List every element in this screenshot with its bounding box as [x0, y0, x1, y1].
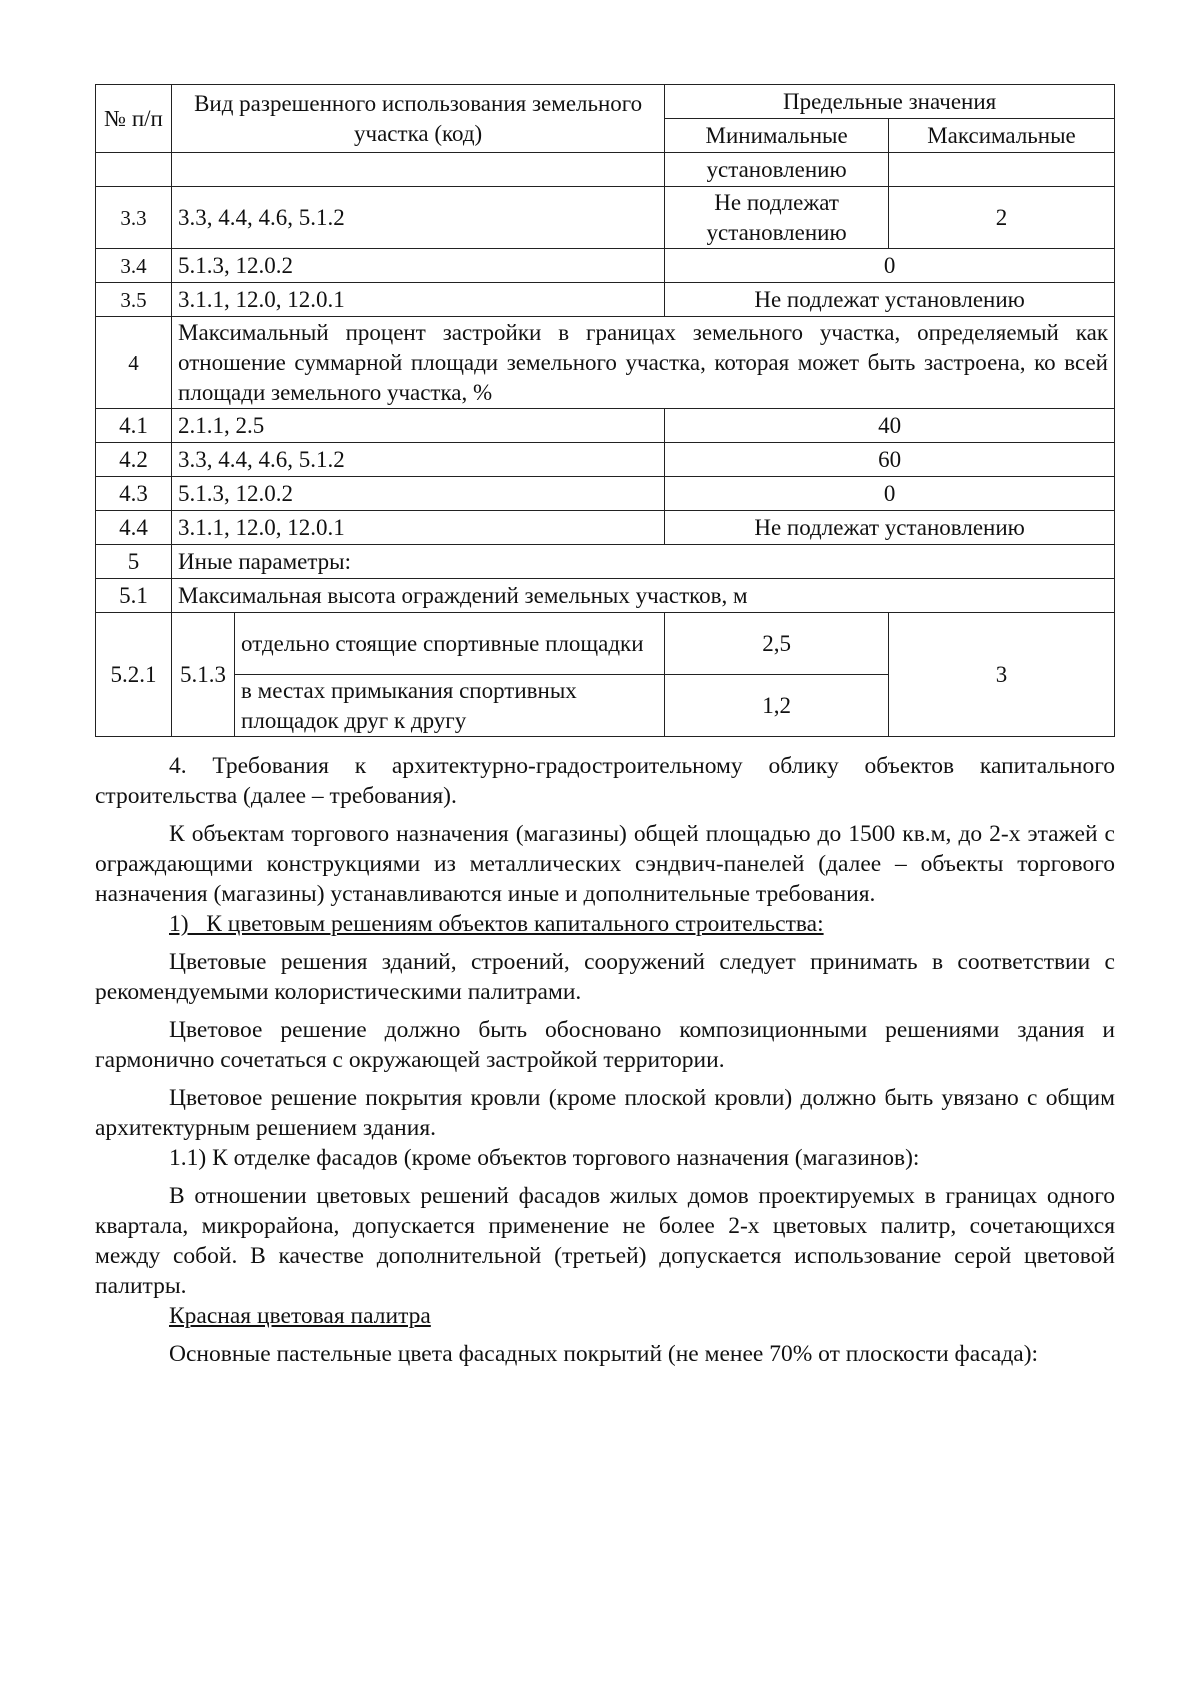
body-text: [95, 751, 1115, 1369]
cell-codes: 3.3, 4.4, 4.6, 5.1.2: [172, 187, 665, 249]
paragraph: 4. Требования к архитектурно-градостроительному облику объектов капитального строительства (далее – требования).: [95, 753, 1115, 809]
cell-codes: 3.1.1, 12.0, 12.0.1: [172, 511, 665, 545]
paragraph: [95, 909, 1115, 939]
paragraph: Цветовое решение покрытия кровли (кроме плоской кровли) должно быть увязано с общим архитектурным решением здания.: [95, 1085, 1115, 1141]
cell-codes: 3.1.1, 12.0, 12.0.1: [172, 283, 665, 317]
cell-value: Не подлежат установлению: [665, 511, 1115, 545]
table-row: [96, 477, 1115, 511]
cell-num: 4.1: [96, 409, 172, 443]
cell-text: Максимальный процент застройки в границах земельного участка, определяемый как отношение суммарной площади земельного участка, которая может быть застроена, ко всей площади земельного участка, %: [172, 317, 1115, 409]
cell-value: 0: [665, 477, 1115, 511]
cell-min: 1,2: [665, 675, 889, 737]
parameters-table: [95, 84, 1115, 737]
cell-value: Не подлежат установлению: [665, 283, 1115, 317]
table-row: [96, 545, 1115, 579]
cell-codes: 5.1.3, 12.0.2: [172, 249, 665, 283]
table-row: [96, 443, 1115, 477]
paragraph: Цветовые решения зданий, строений, сооружений следует принимать в соответствии с рекомендуемыми колористическими палитрами.: [95, 949, 1115, 1005]
table-row: [96, 409, 1115, 443]
table-row: [96, 579, 1115, 613]
cell-text: в местах примыкания спортивных площадок друг к другу: [235, 675, 665, 737]
cell-min: 2,5: [665, 613, 889, 675]
cell-num: 3.3: [96, 187, 172, 249]
cell-min: установлению: [665, 153, 889, 187]
header-max: Максимальные: [889, 119, 1115, 153]
cell-text: отдельно стоящие спортивные площадки: [235, 613, 665, 675]
cell-value: 40: [665, 409, 1115, 443]
header-limits: Предельные значения: [665, 85, 1115, 119]
cell-text: Иные параметры:: [172, 545, 1115, 579]
header-num: № п/п: [96, 85, 172, 153]
cell-num: 5.1: [96, 579, 172, 613]
cell-num: 4.3: [96, 477, 172, 511]
table-row: [96, 153, 1115, 187]
table-row: [96, 249, 1115, 283]
table-row: [96, 283, 1115, 317]
cell-value: 0: [665, 249, 1115, 283]
table-row: [96, 613, 1115, 675]
cell-min: Не подлежат установлению: [665, 187, 889, 249]
paragraph: К объектам торгового назначения (магазины) общей площадью до 1500 кв.м, до 2-х этажей с ограждающими конструкциями из металлических сэндвич-панелей (далее – объекты торгового назначения (магазины) устанавливаются иные и дополнительные требования.: [95, 821, 1115, 907]
cell-text: Максимальная высота ограждений земельных участков, м: [172, 579, 1115, 613]
cell-max: 2: [889, 187, 1115, 249]
table-row: [96, 187, 1115, 249]
paragraph: Цветовое решение должно быть обосновано композиционными решениями здания и гармонично сочетаться с окружающей застройкой территории.: [95, 1017, 1115, 1073]
table-row: [96, 511, 1115, 545]
cell-num: 4: [96, 317, 172, 409]
cell-num: 5.2.1: [96, 613, 172, 737]
palette-heading: Красная цветовая палитра: [169, 1303, 431, 1329]
paragraph: 1.1) К отделке фасадов (кроме объектов торгового назначения (магазинов):: [169, 1145, 920, 1171]
table-row: [96, 317, 1115, 409]
paragraph: В отношении цветовых решений фасадов жилых домов проектируемых в границах одного квартала, микрорайона, допускается применение не более 2-х цветовых палитр, сочетающихся между собой. В качестве дополнительной (третьей) допускается использование серой цветовой палитры.: [95, 1183, 1115, 1299]
cell-codes: 3.3, 4.4, 4.6, 5.1.2: [172, 443, 665, 477]
cell-codes: 2.1.1, 2.5: [172, 409, 665, 443]
table-header-row: [96, 85, 1115, 119]
section-heading: 1) К цветовым решениям объектов капитального строительства:: [169, 911, 824, 937]
cell-num: 3.5: [96, 283, 172, 317]
paragraph: Основные пастельные цвета фасадных покрытий (не менее 70% от плоскости фасада):: [169, 1341, 1039, 1367]
cell-num: 4.2: [96, 443, 172, 477]
cell-max: 3: [889, 613, 1115, 737]
cell-code: 5.1.3: [172, 613, 235, 737]
cell-num: 4.4: [96, 511, 172, 545]
cell-num: 5: [96, 545, 172, 579]
paragraph: [95, 1301, 1115, 1331]
cell-num: 3.4: [96, 249, 172, 283]
cell-value: 60: [665, 443, 1115, 477]
header-min: Минимальные: [665, 119, 889, 153]
document-page: [95, 84, 1115, 1369]
cell-codes: 5.1.3, 12.0.2: [172, 477, 665, 511]
header-kind: Вид разрешенного использования земельного участка (код): [172, 85, 665, 153]
